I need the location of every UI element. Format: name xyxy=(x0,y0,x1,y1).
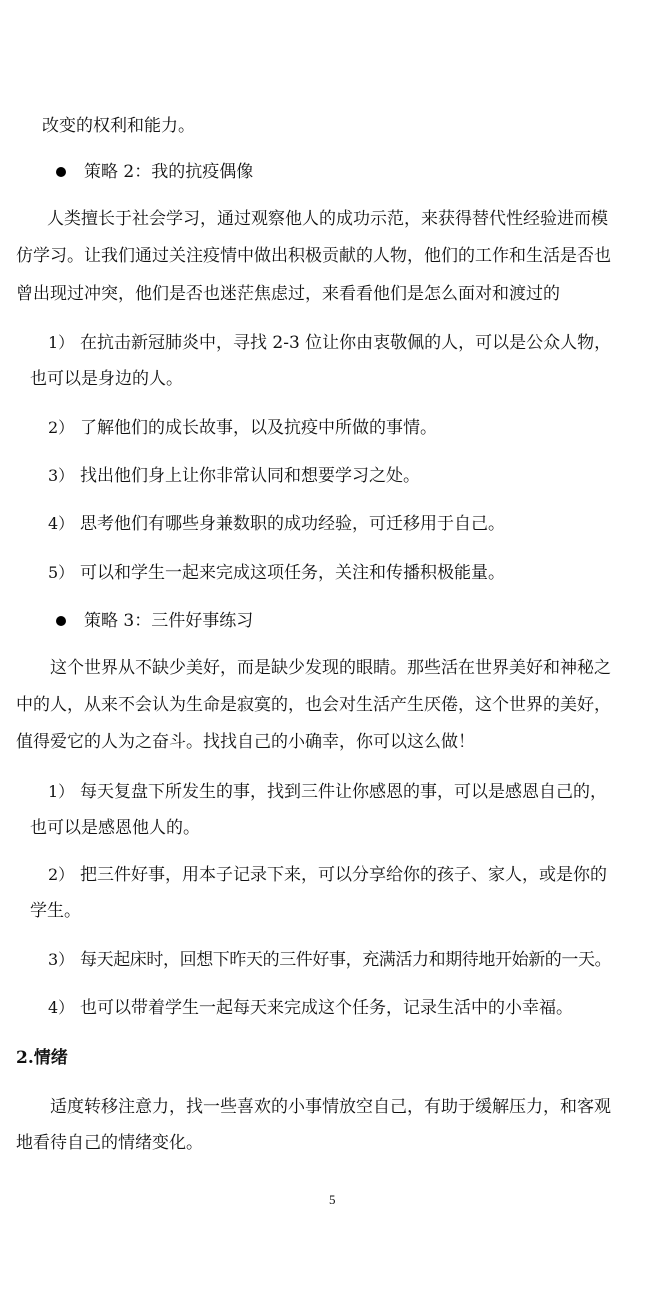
list-item-text: 把三件好事，用本子记录下来，可以分享给你的孩子、家人，或是你的 xyxy=(80,865,607,885)
strategy3-heading: 策略 3：三件好事练习 xyxy=(84,611,254,631)
list-item-text: 了解他们的成长故事，以及抗疫中所做的事情。 xyxy=(80,418,437,438)
strategy2-intro-line: 曾出现过冲突，他们是否也迷茫焦虑过，来看看他们是怎么面对和渡过的 xyxy=(16,284,560,304)
page-number: 5 xyxy=(329,1192,336,1207)
list-item-text: 思考他们有哪些身兼数职的成功经验，可迁移用于自己。 xyxy=(80,514,505,534)
strategy3-intro-line: 值得爱它的人为之奋斗。找找自己的小确幸，你可以这么做！ xyxy=(16,732,475,752)
list-item-text: 每天起床时，回想下昨天的三件好事，充满活力和期待地开始新的一天。 xyxy=(80,950,612,970)
list-item-text: 找出他们身上让你非常认同和想要学习之处。 xyxy=(80,466,420,486)
list-item-number: 2） xyxy=(48,865,75,884)
opening-line: 改变的权利和能力。 xyxy=(42,116,195,136)
strategy2-heading: 策略 2：我的抗疫偶像 xyxy=(84,162,254,182)
list-item-text: 学生。 xyxy=(30,901,81,921)
strategy2-intro-line: 人类擅长于社会学习，通过观察他人的成功示范，来获得替代性经验进而模 xyxy=(47,209,608,229)
list-item-number: 1） xyxy=(48,782,75,801)
list-item-number: 5） xyxy=(48,563,75,582)
list-item-text: 也可以是感恩他人的。 xyxy=(30,818,200,838)
strategy3-intro-line: 这个世界从不缺少美好，而是缺少发现的眼睛。那些活在世界美好和神秘之 xyxy=(50,658,611,678)
section-heading: 2.情绪 xyxy=(16,1048,68,1068)
list-item-number: 4） xyxy=(48,998,75,1017)
list-item-text: 在抗击新冠肺炎中，寻找 2-3 位让你由衷敬佩的人，可以是公众人物， xyxy=(80,333,612,353)
list-item-number: 3） xyxy=(48,466,75,485)
strategy2-intro-line: 仿学习。让我们通过关注疫情中做出积极贡献的人物，他们的工作和生活是否也 xyxy=(16,246,611,266)
list-item-text: 可以和学生一起来完成这项任务，关注和传播积极能量。 xyxy=(80,563,505,583)
section-text-line: 适度转移注意力，找一些喜欢的小事情放空自己，有助于缓解压力，和客观 xyxy=(50,1097,611,1117)
list-item-number: 3） xyxy=(48,950,75,969)
section-text-line: 地看待自己的情绪变化。 xyxy=(16,1133,203,1153)
list-item-text: 每天复盘下所发生的事，找到三件让你感恩的事，可以是感恩自己的， xyxy=(80,782,607,802)
strategy3-intro-line: 中的人，从来不会认为生命是寂寞的，也会对生活产生厌倦，这个世界的美好， xyxy=(16,695,611,715)
list-item-number: 1） xyxy=(48,333,75,352)
list-item-text: 也可以带着学生一起每天来完成这个任务，记录生活中的小幸福。 xyxy=(80,998,573,1018)
list-item-text: 也可以是身边的人。 xyxy=(30,369,183,389)
list-item-number: 2） xyxy=(48,418,75,437)
list-item-number: 4） xyxy=(48,514,75,533)
bullet-icon xyxy=(56,616,66,626)
bullet-icon xyxy=(56,167,66,177)
